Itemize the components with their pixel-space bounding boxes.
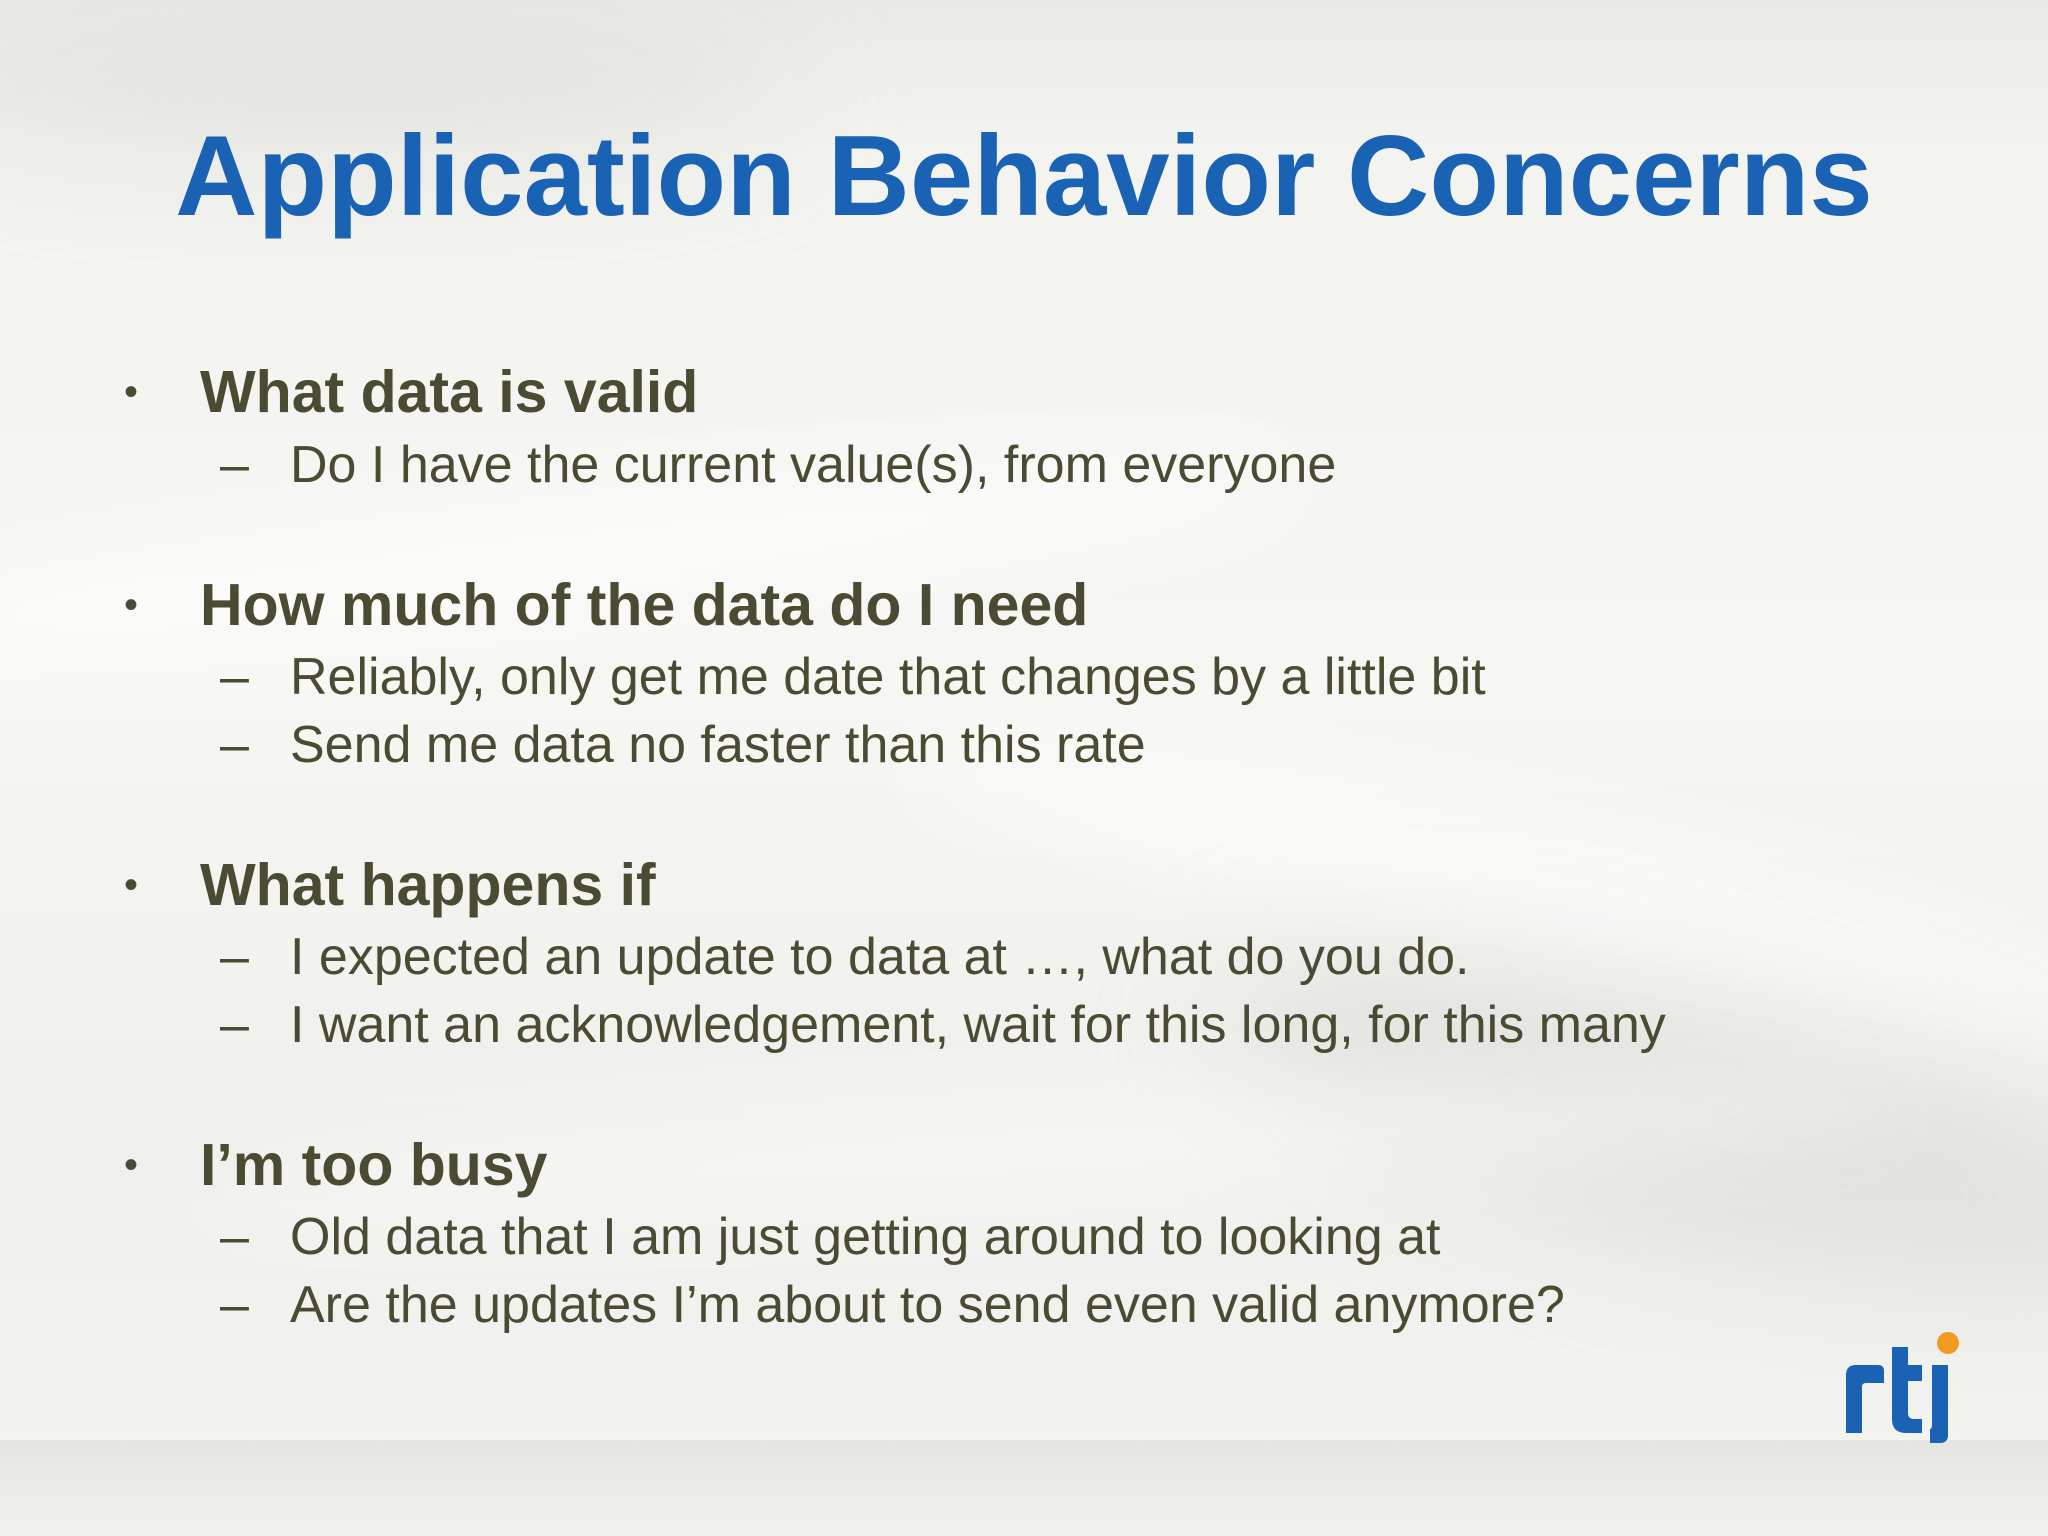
sub-bullet-text: Old data that I am just getting around to looking at bbox=[290, 1208, 1441, 1266]
bullet-heading: What data is valid bbox=[200, 359, 699, 425]
sub-bullet-text: Send me data no faster than this rate bbox=[290, 716, 1146, 774]
sub-bullet-text: Do I have the current value(s), from everyone bbox=[290, 436, 1337, 494]
bullet-heading: What happens if bbox=[200, 852, 656, 918]
sub-bullet-text: Reliably, only get me date that changes by a little bit bbox=[290, 648, 1486, 706]
bullet-heading: How much of the data do I need bbox=[200, 572, 1089, 638]
sub-bullet-marker: – bbox=[220, 716, 249, 774]
sub-bullet-marker: – bbox=[220, 648, 249, 706]
bullet-marker: • bbox=[124, 863, 139, 907]
sub-bullet-marker: – bbox=[220, 996, 249, 1054]
bullet-marker: • bbox=[124, 583, 139, 627]
sub-bullet-text: Are the updates I’m about to send even valid anymore? bbox=[290, 1276, 1565, 1334]
sub-bullet-text: I want an acknowledgement, wait for this long, for this many bbox=[290, 996, 1666, 1054]
sub-bullet-marker: – bbox=[220, 928, 249, 986]
bullet-marker: • bbox=[124, 370, 139, 414]
bullet-heading: I’m too busy bbox=[200, 1132, 548, 1198]
slide-title: Application Behavior Concerns bbox=[175, 113, 1873, 240]
bullet-marker: • bbox=[124, 1143, 139, 1187]
sub-bullet-text: I expected an update to data at …, what do you do. bbox=[290, 928, 1470, 986]
sub-bullet-marker: – bbox=[220, 436, 249, 494]
rti-logo-icon bbox=[1840, 1325, 1970, 1445]
sub-bullet-marker: – bbox=[220, 1208, 249, 1266]
sub-bullet-marker: – bbox=[220, 1276, 249, 1334]
